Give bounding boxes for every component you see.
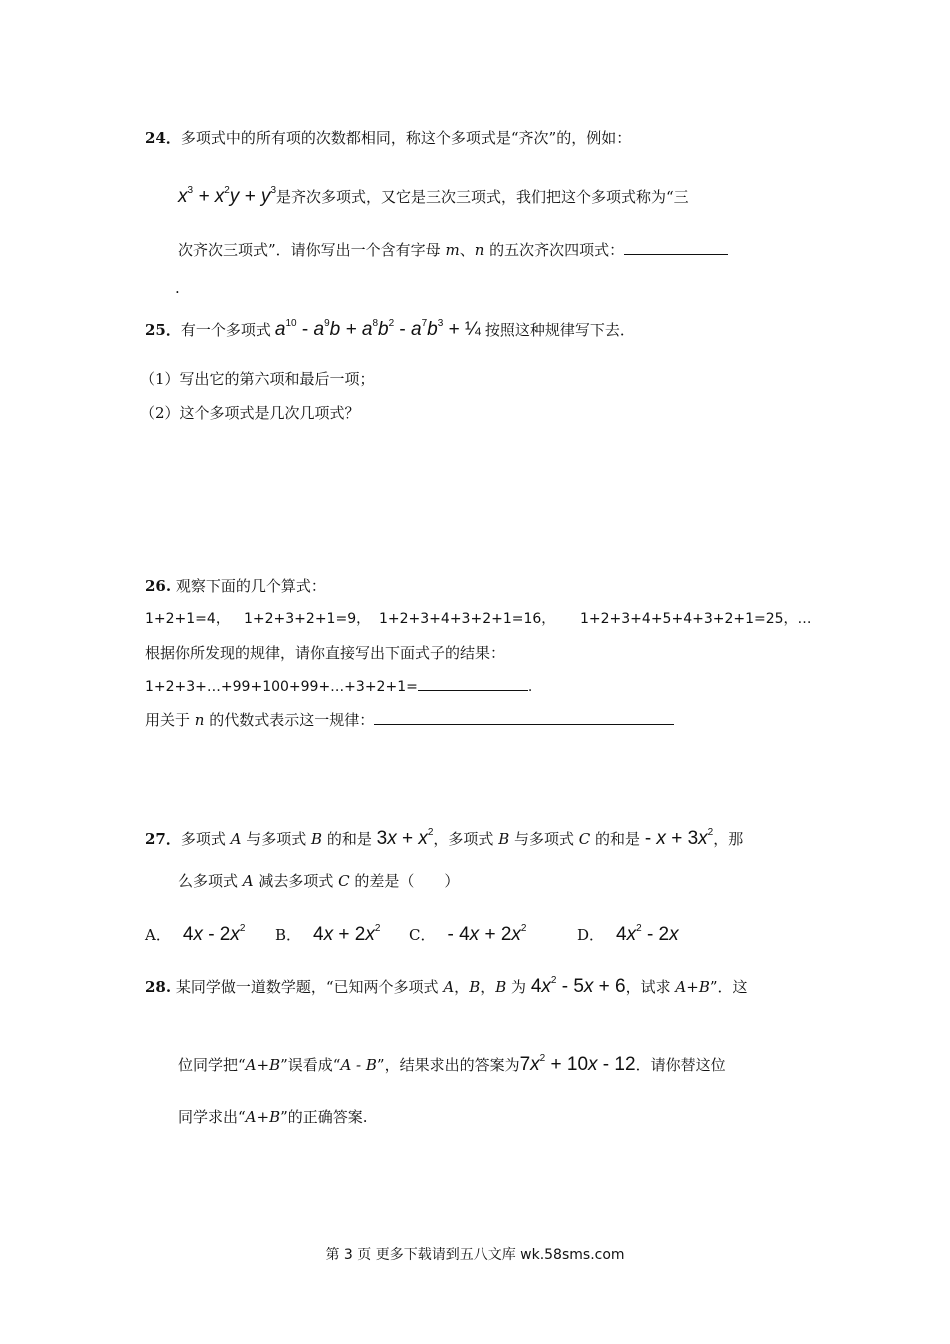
q27-line1: 27．多项式 A 与多项式 B 的和是 $3x + x^2$，多项式 B 与多项式 C 的和是 - $x + 3x^2$，那 bbox=[145, 827, 744, 849]
q26-number: 26. bbox=[145, 577, 172, 595]
q28-polynomial-b: $4x^2 - 5x + 6$ bbox=[530, 975, 626, 997]
q26-eq1: 1+2+1=4， bbox=[145, 611, 230, 627]
q24-number: 24． bbox=[145, 129, 181, 147]
q26-eq2: 1+2+3+2+1=9， bbox=[244, 611, 371, 627]
q27-sum-ab: $3x + x^2$ bbox=[376, 827, 434, 849]
q28-line1: 28. 某同学做一道数学题，“已知两个多项式 A，B，B 为 $4x^2 - 5x + 6$，试求 A+B”．这 bbox=[145, 975, 748, 997]
q27-option-b[interactable]: B． $4x + 2x^2$ bbox=[275, 923, 381, 945]
q24-text1: 多项式中的所有项的次数都相同，称这个多项式是“齐次”的，例如： bbox=[180, 129, 632, 147]
q28-number: 28. bbox=[145, 978, 172, 996]
q25-polynomial: $a^{10} - a^9b + a^8b^2 - a^7b^3$ + ¼ bbox=[274, 318, 481, 340]
q26-n-line: 用关于 n 的代数式表示这一规律： bbox=[145, 709, 674, 731]
q25-line1: 25．有一个多项式 $a^{10} - a^9b + a^8b^2 - a^7b^3$ + ¼ 按照这种规律写下去． bbox=[145, 318, 635, 340]
q27-options bbox=[145, 918, 679, 946]
q26-n-blank[interactable] bbox=[374, 710, 674, 725]
q26-sum-blank[interactable] bbox=[418, 676, 528, 691]
q24-text2: 是齐次多项式，又它是三次三项式，我们把这个多项式称为“三 bbox=[276, 188, 689, 206]
q25-sub1: （1）写出它的第六项和最后一项； bbox=[140, 370, 375, 388]
q28-line3: 同学求出“A+B”的正确答案. bbox=[178, 1108, 368, 1126]
q27-sum-bc: - $x + 3x^2$ bbox=[644, 827, 714, 849]
q24-period: . bbox=[175, 279, 180, 297]
q24-line3: 次齐次三项式”．请你写出一个含有字母 m、n 的五次齐次四项式： bbox=[178, 239, 728, 261]
q27-line2: 么多项式 A 减去多项式 C 的差是（ ） bbox=[178, 872, 460, 890]
q24-answer-blank[interactable] bbox=[624, 240, 728, 255]
q27-option-a[interactable]: A． $4x - 2x^2$ bbox=[145, 923, 246, 945]
q26-sum-line: 1+2+3+…+99+100+99+…+3+2+1= . bbox=[145, 676, 532, 698]
q25-number: 25． bbox=[145, 321, 181, 339]
q26-eq4: 1+2+3+4+5+4+3+2+1=25，… bbox=[580, 611, 812, 627]
q27-option-c[interactable]: C． - $4x + 2x^2$ bbox=[409, 923, 527, 945]
q24-example-expression: $x^3 + x^2y + y^3$ bbox=[178, 185, 276, 207]
q27-number: 27． bbox=[145, 830, 181, 848]
q28-wrong-answer: $7x^2 + 10x - 12$ bbox=[519, 1053, 636, 1075]
q26-line1: 26. 观察下面的几个算式： bbox=[145, 577, 326, 595]
q24-line2 bbox=[178, 180, 689, 208]
q28-line2: 位同学把“A+B”误看成“A - B”，结果求出的答案为$7x^2 + 10x - 12$．请你替这位 bbox=[178, 1053, 726, 1075]
q27-option-d[interactable]: D． $4x^2 - 2x$ bbox=[577, 923, 679, 945]
q25-sub2: （2）这个多项式是几次几项式？ bbox=[140, 404, 360, 422]
page-footer: 第 3 页 更多下载请到五八文库 wk.58sms.com bbox=[325, 1247, 625, 1263]
q24-line1 bbox=[145, 127, 631, 149]
q26-rule-text: 根据你所发现的规律，请你直接写出下面式子的结果： bbox=[145, 644, 506, 662]
q26-eq3: 1+2+3+4+3+2+1=16， bbox=[379, 611, 556, 627]
